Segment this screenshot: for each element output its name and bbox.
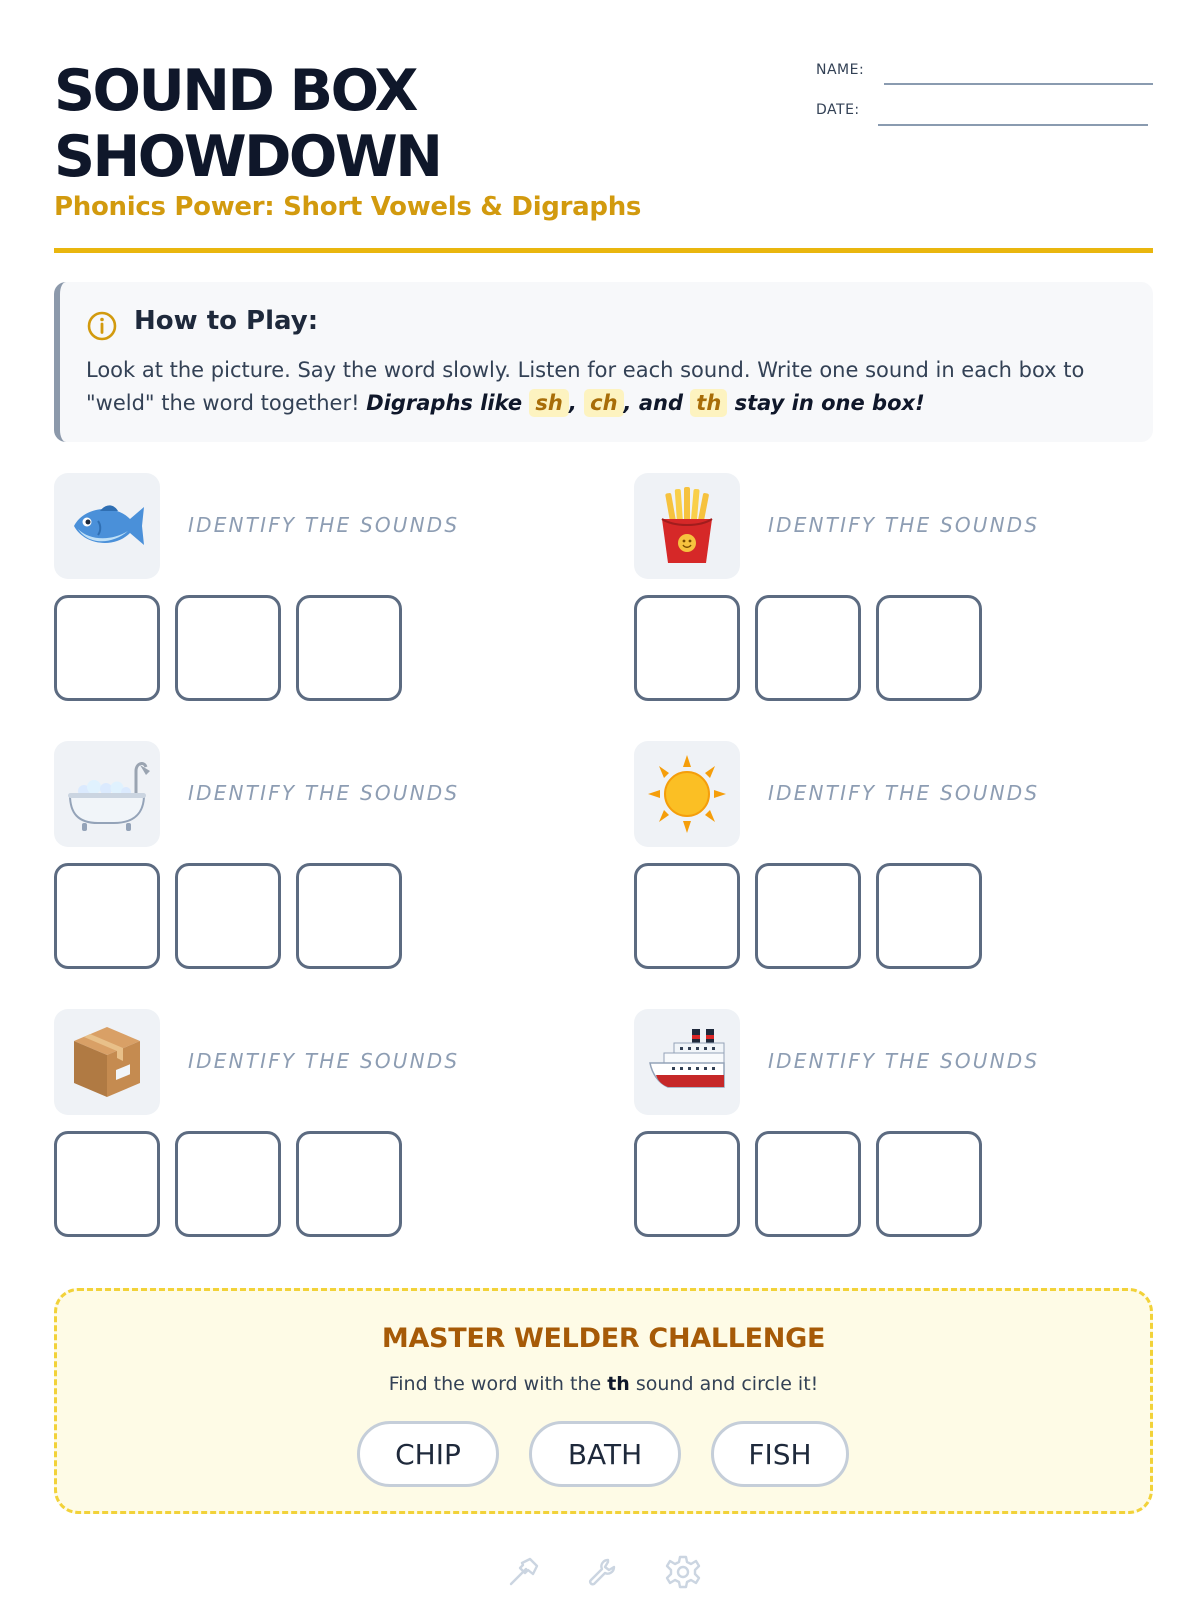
sound-box[interactable]: [175, 1131, 281, 1237]
sound-box[interactable]: [175, 863, 281, 969]
sound-box[interactable]: [296, 863, 402, 969]
exercise-prompt: IDENTIFY THE SOUNDS: [188, 1049, 460, 1073]
instructions-emphasis: [366, 391, 924, 415]
date-label: DATE:: [816, 102, 860, 118]
date-field[interactable]: [878, 124, 1148, 126]
header-divider: [54, 248, 1153, 253]
name-field[interactable]: [884, 83, 1153, 85]
sound-box[interactable]: [755, 1131, 861, 1237]
page-subtitle: Phonics Power: Short Vowels & Digraphs: [54, 192, 642, 222]
emphasis-prefix: Digraphs like: [366, 391, 530, 415]
exercise-prompt: IDENTIFY THE SOUNDS: [768, 1049, 1040, 1073]
sound-box[interactable]: [634, 863, 740, 969]
challenge-text-after: sound and circle it!: [629, 1373, 819, 1395]
hammer-icon: [503, 1552, 543, 1592]
challenge-text-before: Find the word with the: [388, 1373, 608, 1395]
word-option-fish[interactable]: FISH: [711, 1421, 849, 1487]
challenge-instructions: [57, 1373, 1150, 1395]
name-label: NAME:: [816, 62, 865, 78]
sound-box[interactable]: [54, 863, 160, 969]
digraph-separator: ,: [568, 391, 585, 415]
info-icon: [86, 310, 118, 342]
instructions-text: [86, 354, 1131, 420]
picture-frame: [634, 741, 740, 847]
sound-box[interactable]: [876, 863, 982, 969]
exercise-prompt: IDENTIFY THE SOUNDS: [768, 781, 1040, 805]
challenge-title: MASTER WELDER CHALLENGE: [381, 1323, 826, 1354]
exercise-prompt: IDENTIFY THE SOUNDS: [768, 513, 1040, 537]
sound-box[interactable]: [296, 1131, 402, 1237]
picture-frame: [54, 473, 160, 579]
digraph-and: , and: [623, 391, 691, 415]
sound-box[interactable]: [876, 595, 982, 701]
sound-box[interactable]: [296, 595, 402, 701]
exercise-prompt: IDENTIFY THE SOUNDS: [188, 513, 460, 537]
gear-icon: [663, 1552, 703, 1592]
picture-frame: [634, 473, 740, 579]
exercise-prompt: IDENTIFY THE SOUNDS: [188, 781, 460, 805]
wrench-icon: [583, 1552, 623, 1592]
picture-frame: [54, 741, 160, 847]
digraph-th: th: [690, 389, 727, 417]
digraph-sh: sh: [529, 389, 568, 417]
sound-box[interactable]: [876, 1131, 982, 1237]
instructions-title: How to Play:: [134, 306, 319, 336]
digraph-ch: ch: [584, 389, 623, 417]
sound-box[interactable]: [634, 595, 740, 701]
instructions-panel: [54, 282, 1153, 442]
sound-box[interactable]: [634, 1131, 740, 1237]
instructions-body: Look at the picture. Say the word slowly. Listen for each sound. Write one sound in each box to "weld" the word together!: [86, 358, 1085, 415]
word-option-chip[interactable]: CHIP: [357, 1421, 499, 1487]
emphasis-suffix: stay in one box!: [727, 391, 925, 415]
picture-frame: [54, 1009, 160, 1115]
sound-box[interactable]: [755, 863, 861, 969]
page-title: SOUND BOX SHOWDOWN: [54, 58, 441, 190]
sound-box[interactable]: [175, 595, 281, 701]
word-option-bath[interactable]: BATH: [529, 1421, 681, 1487]
sound-box[interactable]: [54, 595, 160, 701]
sound-box[interactable]: [755, 595, 861, 701]
challenge-text-bold: th: [607, 1373, 630, 1395]
sound-box[interactable]: [54, 1131, 160, 1237]
picture-frame: [634, 1009, 740, 1115]
challenge-panel: [54, 1288, 1153, 1514]
